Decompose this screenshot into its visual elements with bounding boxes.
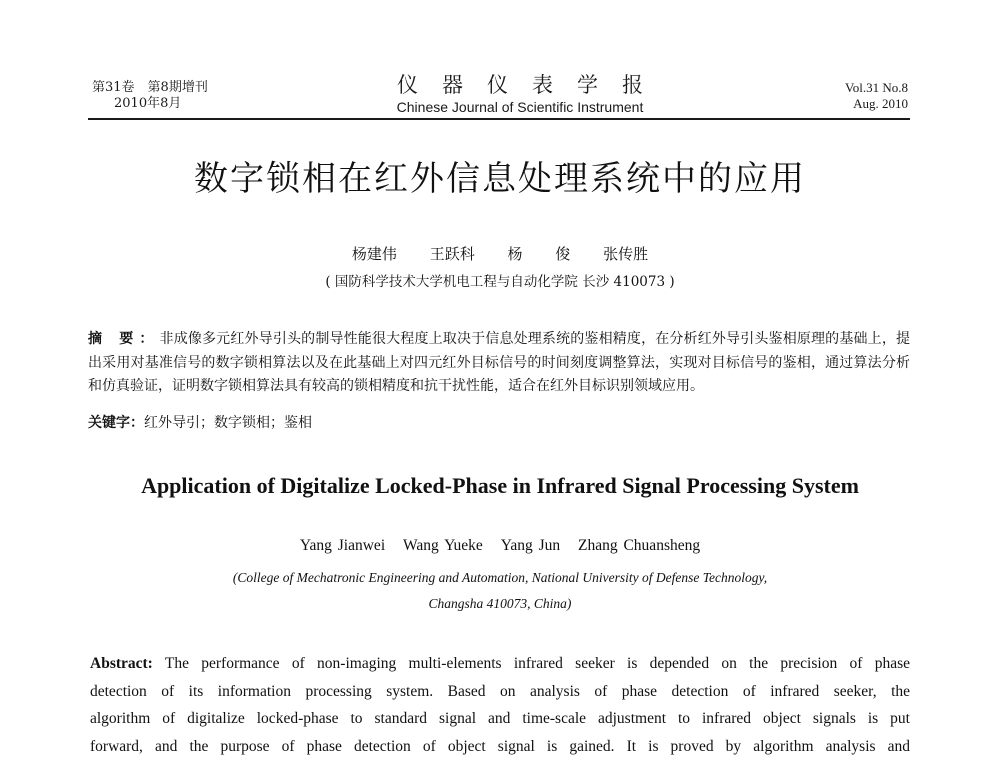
author-en: Wang Yueke	[403, 537, 483, 554]
abstract-en-text1: The performance of non-imaging multi-elements infrared seeker is depended on the precision of phase	[164, 655, 910, 672]
abstract-en-line1	[90, 650, 910, 678]
author-cn: 王跃科	[429, 245, 475, 263]
volume-issue: 第31卷 第8期增刊	[92, 80, 208, 95]
abstract-text-cn: 非成像多元红外导引头的制导性能很大程度上取决于信息处理系统的鉴相精度，在分析红外导引头鉴相原理的基础上，提出采用对基准信号的数字锁相算法以及在此基础上对四元红外目标信号的时间刻度调整算法，实现对目标信号的鉴相，通过算法分析和仿真验证，证明数字锁相算法具有较高的锁相精度和抗干扰性能，适合在红外目标识别领域应用。	[88, 331, 911, 394]
abstract-en-line4: forward, and the purpose of phase detection of object signal is gained. It is proved by algorithm analysis and	[90, 737, 910, 755]
author-cn: 张传胜	[603, 245, 649, 263]
abstract-en-line2: detection of its information processing system. Based on analysis of phase detection of infrared seeker, the	[90, 682, 910, 700]
keywords-cn	[88, 413, 910, 433]
abstract-label-cn: 摘 要：	[88, 331, 160, 347]
volume-number-en: Vol.31 No.8	[845, 80, 908, 95]
journal-name	[340, 72, 700, 116]
journal-volume-info	[92, 80, 252, 112]
abstract-label-en: Abstract:	[90, 655, 153, 672]
header-rule	[88, 118, 910, 120]
paper-title-en: Application of Digitalize Locked-Phase in Infrared Signal Processing System	[141, 473, 859, 498]
paper-title-cn: 数字锁相在红外信息处理系统中的应用	[194, 159, 806, 199]
journal-name-en: Chinese Journal of Scientific Instrument	[396, 99, 644, 115]
author-cn: 杨建伟	[351, 245, 397, 263]
keywords-label-cn: 关键字：	[88, 415, 144, 431]
publication-date-cn: 2010年8月	[114, 96, 182, 111]
affiliation-cn: ( 国防科学技术大学机电工程与自动化学院 长沙 410073 )	[325, 274, 675, 290]
affiliation-en-line2: Changsha 410073, China)	[428, 596, 572, 611]
author-en: Yang Jun	[500, 537, 561, 554]
abstract-cn	[88, 328, 910, 399]
affiliation-en-line1: (College of Mechatronic Engineering and Automation, National University of Defense Technology,	[232, 570, 768, 585]
abstract-en	[90, 650, 910, 760]
publication-date-en: Aug. 2010	[853, 96, 908, 111]
abstract-en-line3: algorithm of digitalize locked-phase to standard signal and time-scale adjustment to infrared object signals is put	[90, 710, 910, 727]
author-cn: 杨 俊	[507, 245, 571, 263]
journal-volume-en	[790, 80, 908, 112]
keywords-text-cn: 红外导引；数字锁相；鉴相	[144, 415, 312, 431]
author-en: Zhang Chuansheng	[578, 537, 701, 554]
author-list-cn	[90, 244, 910, 264]
journal-name-cn: 仪器仪表学报	[397, 73, 667, 97]
author-en: Yang Jianwei	[299, 537, 386, 554]
affiliation-en	[90, 565, 910, 617]
author-list-en	[90, 536, 910, 556]
